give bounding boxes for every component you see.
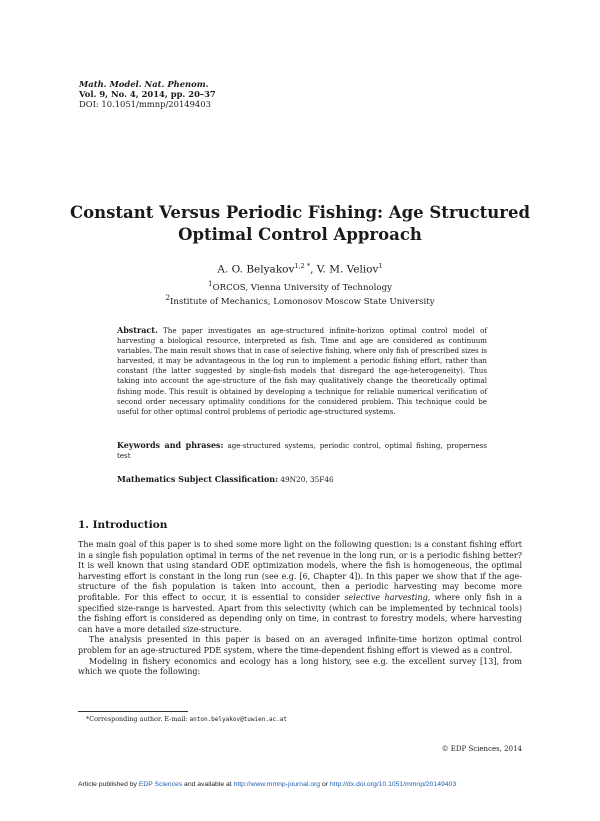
section-heading: 1. Introduction — [78, 519, 168, 531]
title-line-1: Constant Versus Periodic Fishing: Age Structured — [69, 203, 531, 222]
msc-text: 49N20, 35F46 — [280, 475, 334, 484]
publisher-prefix: Article published by — [78, 781, 139, 788]
journal-volume: Vol. 9, No. 4, 2014, pp. 20–37 — [79, 89, 216, 99]
author-separator: , — [310, 263, 317, 276]
affiliation-1-text: ORCOS, Vienna University of Technology — [212, 282, 392, 293]
affiliation-2-sup: 2 — [165, 293, 171, 302]
paragraph-1-part-b: , where only fish in a specified size-range is harvested. Apart from this selectivity (which can be implemented by technical tools) the fishing effort is considered as depending only on time, in contrast to forestry models, where harvesting can have a more detailed size-structure. — [78, 592, 523, 634]
publisher-bar — [78, 781, 456, 788]
author-2-sup: 1 — [378, 262, 383, 270]
title-line-2: Optimal Control Approach — [178, 225, 422, 244]
copyright: © EDP Sciences, 2014 — [441, 745, 522, 753]
author-2: V. M. Veliov — [316, 263, 379, 276]
keywords-label: Keywords and phrases: — [117, 440, 224, 450]
paper-title — [60, 202, 540, 246]
author-1: A. O. Belyakov — [217, 263, 295, 276]
msc-label: Mathematics Subject Classification: — [117, 474, 279, 484]
keywords-text: age-structured systems, periodic control, optimal fishing, properness test — [117, 441, 487, 461]
journal-name: Math. Model. Nat. Phenom. — [79, 79, 209, 89]
paragraph-1-emphasis: selective harvesting — [344, 592, 428, 602]
affiliation-1 — [60, 279, 540, 293]
footnote — [86, 715, 287, 723]
publisher-or: or — [320, 781, 330, 788]
affiliation-1-sup: 1 — [208, 279, 213, 288]
abstract-label: Abstract. — [117, 325, 158, 335]
author-1-sup: 1,2 * — [294, 262, 311, 270]
paragraph-3: Modeling in fishery economics and ecology has a long history, see e.g. the excellent survey [13], from which we quote the following: — [78, 656, 522, 677]
footnote-rule — [78, 711, 188, 712]
journal-doi: DOI: 10.1051/mmnp/20149403 — [79, 99, 211, 109]
paragraph-1-part-a: The main goal of this paper is to shed some more light on the following question: is a constant fishing effort in a single fish population optimal in terms of the net revenue in the long run, or is a periodic fishing better? It is well known that using standard ODE optimization models, where the fish is homogeneous, the optimal harvesting effort is constant in the long run (see e.g. [6, Chapter 4]). In this paper we show that if the age-structure of the fish population is taken into account, then a periodic harvesting may become more profitable. For this effect to occur, it is essential to consider — [78, 540, 522, 602]
doi-url-link[interactable]: http://dx.doi.org/10.1051/mmnp/20149403 — [329, 781, 457, 788]
keywords — [117, 440, 487, 461]
publisher-middle: and available at — [182, 781, 234, 788]
section-body — [78, 540, 522, 678]
footnote-email[interactable]: anton.belyakov@tuwien.ac.at — [189, 716, 288, 723]
footnote-text: *Corresponding author. E-mail: — [86, 715, 190, 723]
paragraph-1 — [78, 540, 522, 635]
journal-header — [79, 79, 216, 109]
journal-url-link[interactable]: http://www.mmnp-journal.org — [233, 781, 321, 788]
publisher-link[interactable]: EDP Sciences — [138, 781, 183, 788]
msc-classification — [117, 474, 487, 484]
abstract — [117, 325, 487, 417]
affiliation-2-text: Institute of Mechanics, Lomonosov Moscow State University — [170, 296, 435, 307]
abstract-text: The paper investigates an age-structured infinite-horizon optimal control model of harvesting a biological resource, interpreted as fish. Time and age are considered as continuum variables. The main result shows that in case of selective fishing, where only fish of prescribed sizes is harvested, it may be advantageous in the log run to implement a periodic fishing effort, rather than constant (the latter suggested by single-fish models that disregard the age-heterogeneity). Thus taking into account the age-structure of the fish may qualitatively change the theoretically optimal fishing mode. This result is obtained by developing a technique for reliable numerical verification of second order necessary optimality conditions for the considered problem. This technique could be useful for other optimal control problems of periodic age-structured systems. — [117, 326, 487, 416]
paragraph-2: The analysis presented in this paper is based on an averaged infinite-time horizon optimal control problem for an age-structured PDE system, where the time-dependent fishing effort is viewed as a control. — [78, 635, 522, 655]
affiliation-2 — [60, 293, 540, 307]
author-list — [60, 262, 540, 276]
